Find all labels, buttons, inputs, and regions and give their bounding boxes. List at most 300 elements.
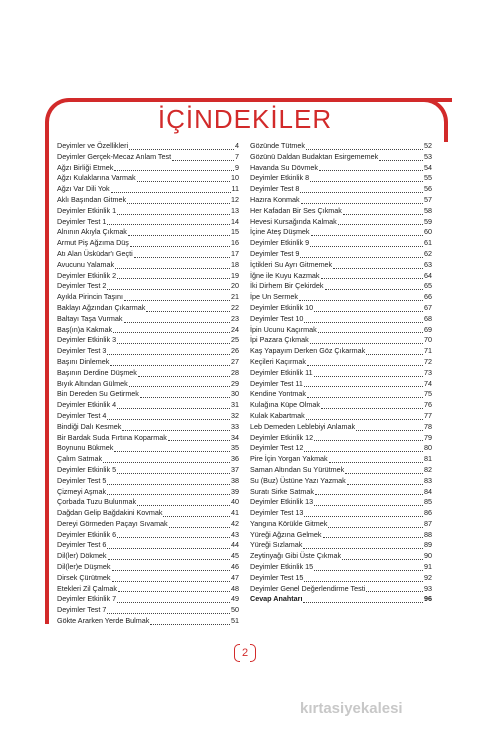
- toc-entry: [250, 217, 432, 228]
- toc-entry-page: 80: [424, 443, 432, 453]
- toc-leader-dots: [304, 316, 423, 323]
- toc-entry-title: Deyimler Test 11: [250, 378, 303, 388]
- toc-entry: [57, 206, 239, 217]
- toc-entry-title: Ağzı Kulaklarına Varmak: [57, 173, 136, 183]
- toc-entry: [250, 303, 432, 314]
- toc-entry-title: Suratı Sirke Satmak: [250, 486, 314, 496]
- toc-entry-title: Deyimler Etkinlik 11: [250, 367, 313, 377]
- toc-entry-page: 21: [231, 292, 239, 302]
- toc-leader-dots: [304, 380, 423, 387]
- toc-entry: [57, 152, 239, 163]
- toc-entry-title: Her Kafadan Bir Ses Çıkmak: [250, 205, 342, 215]
- toc-leader-dots: [107, 283, 230, 290]
- toc-leader-dots: [107, 218, 230, 225]
- toc-entry-page: 76: [424, 400, 432, 410]
- toc-leader-dots: [366, 585, 423, 592]
- toc-entry-page: 82: [424, 464, 432, 474]
- toc-entry-page: 43: [231, 529, 239, 539]
- toc-leader-dots: [310, 175, 423, 182]
- toc-leader-dots: [315, 488, 423, 495]
- toc-entry-page: 85: [424, 497, 432, 507]
- toc-leader-dots: [122, 424, 230, 431]
- toc-entry: [57, 195, 239, 206]
- toc-entry-title: Baltayı Taşa Vurmak: [57, 313, 123, 323]
- toc-entry-title: Bindiği Dalı Kesmek: [57, 421, 122, 431]
- toc-entry-title: Kulağına Küpe Olmak: [250, 400, 320, 410]
- toc-leader-dots: [107, 348, 230, 355]
- toc-entry: [250, 573, 432, 584]
- page-title: İÇİNDEKİLER: [157, 104, 333, 134]
- toc-entry-title: Başını Dinlemek: [57, 356, 110, 366]
- toc-entry: [57, 325, 239, 336]
- toc-leader-dots: [319, 164, 423, 171]
- toc-entry-page: 90: [424, 551, 432, 561]
- toc-entry-title: Yüreği Ağzına Gelmek: [250, 529, 322, 539]
- toc-leader-dots: [314, 434, 423, 441]
- toc-entry: [250, 206, 432, 217]
- toc-leader-dots: [379, 154, 423, 161]
- toc-entry-page: 9: [235, 162, 239, 172]
- toc-entry-title: Hazıra Konmak: [250, 194, 300, 204]
- toc-entry-page: 88: [424, 529, 432, 539]
- toc-entry-title: Deyimler Gerçek-Mecaz Anlam Test: [57, 151, 172, 161]
- toc-entry-title: Etekleri Zil Çalmak: [57, 583, 117, 593]
- toc-entry: [57, 217, 239, 228]
- toc-entry-title: Dağdan Gelip Bağdakini Kovmak: [57, 508, 163, 518]
- toc-entry-title: Bin Dereden Su Getirmek: [57, 389, 139, 399]
- toc-entry: [250, 411, 432, 422]
- toc-entry: [57, 584, 239, 595]
- toc-entry: [57, 227, 239, 238]
- toc-entry: [250, 184, 432, 195]
- toc-entry: [57, 476, 239, 487]
- toc-leader-dots: [307, 391, 423, 398]
- toc-entry-page: 65: [424, 281, 432, 291]
- toc-entry-title: Gözünde Tütmek: [250, 141, 306, 150]
- toc-entry-title: İçtikleri Su Ayrı Gitmemek: [250, 259, 333, 269]
- toc-entry: [250, 292, 432, 303]
- toc-entry-page: 49: [231, 594, 239, 604]
- toc-leader-dots: [138, 370, 230, 377]
- toc-entry: [57, 519, 239, 530]
- toc-entry: [250, 238, 432, 249]
- toc-entry-title: Deyimler Etkinlik 3: [57, 335, 117, 345]
- toc-entry-title: Dirsek Çürütmek: [57, 572, 111, 582]
- toc-entry: [250, 562, 432, 573]
- toc-entry-page: 74: [424, 378, 432, 388]
- toc-entry-title: Armut Piş Ağzıma Düş: [57, 238, 129, 248]
- toc-entry-title: Deyimler Etkinlik 2: [57, 270, 117, 280]
- toc-entry-page: 29: [231, 378, 239, 388]
- toc-entry-title: İpi Pazara Çıkmak: [250, 335, 309, 345]
- toc-entry-page: 40: [231, 497, 239, 507]
- toc-leader-dots: [117, 467, 230, 474]
- toc-entry-page: 10: [231, 173, 239, 183]
- toc-leader-dots: [318, 326, 423, 333]
- toc-entry-page: 28: [231, 367, 239, 377]
- toc-entry: [57, 508, 239, 519]
- toc-entry: [250, 271, 432, 282]
- toc-leader-dots: [114, 164, 234, 171]
- toc-entry-page: 22: [231, 302, 239, 312]
- toc-leader-dots: [310, 240, 423, 247]
- toc-entry-title: Avucunu Yalamak: [57, 259, 115, 269]
- toc-entry-title: Atı Alan Üsküdar'ı Geçti: [57, 248, 133, 258]
- toc-entry-title: Çorbada Tuzu Bulunmak: [57, 497, 137, 507]
- toc-leader-dots: [137, 499, 230, 506]
- toc-entry-title: Kaş Yapayım Derken Göz Çıkarmak: [250, 346, 366, 356]
- toc-leader-dots: [314, 370, 423, 377]
- toc-entry: [250, 325, 432, 336]
- toc-entry-title: Saman Altından Su Yürütmek: [250, 464, 345, 474]
- toc-entry-page: 41: [231, 508, 239, 518]
- toc-entry-page: 18: [231, 259, 239, 269]
- toc-entry-page: 81: [424, 454, 432, 464]
- toc-entry: [57, 389, 239, 400]
- toc-leader-dots: [301, 197, 423, 204]
- toc-entry-page: 14: [231, 216, 239, 226]
- toc-leader-dots: [328, 521, 423, 528]
- toc-entry-page: 64: [424, 270, 432, 280]
- toc-entry-page: 17: [231, 248, 239, 258]
- page-number-bracket-right: [250, 644, 256, 662]
- toc-entry-page: 53: [424, 151, 432, 161]
- toc-entry-title: Su (Buz) Üstüne Yazı Yazmak: [250, 475, 346, 485]
- toc-leader-dots: [117, 272, 230, 279]
- toc-entry-page: 72: [424, 356, 432, 366]
- toc-entry-title: Kendine Yontmak: [250, 389, 306, 399]
- toc-entry-page: 79: [424, 432, 432, 442]
- toc-entry-page: 69: [424, 324, 432, 334]
- toc-entry-page: 63: [424, 259, 432, 269]
- toc-leader-dots: [321, 402, 423, 409]
- toc-entry: [57, 443, 239, 454]
- toc-entry: [250, 335, 432, 346]
- toc-leader-dots: [107, 413, 230, 420]
- toc-entry: [57, 281, 239, 292]
- toc-leader-dots: [366, 348, 423, 355]
- toc-entry-title: Deyimler Test 1: [57, 216, 107, 226]
- toc-leader-dots: [107, 488, 230, 495]
- toc-entry-page: 51: [231, 616, 239, 626]
- toc-entry-title: Deyimler Etkinlik 7: [57, 594, 117, 604]
- toc-entry-page: 66: [424, 292, 432, 302]
- toc-entry: [250, 540, 432, 551]
- toc-leader-dots: [345, 467, 423, 474]
- toc-leader-dots: [117, 337, 230, 344]
- toc-entry-title: Havanda Su Dövmek: [250, 162, 318, 172]
- toc-entry-page: 55: [424, 173, 432, 183]
- toc-leader-dots: [338, 218, 423, 225]
- toc-leader-dots: [117, 402, 230, 409]
- toc-leader-dots: [343, 208, 423, 215]
- toc-entry-page: 62: [424, 248, 432, 258]
- toc-entry-page: 12: [231, 194, 239, 204]
- toc-entry-title: Deyimler Etkinlik 1: [57, 205, 117, 215]
- toc-entry: [57, 303, 239, 314]
- toc-entry-title: Keçileri Kaçırmak: [250, 356, 306, 366]
- toc-entry-page: 91: [424, 562, 432, 572]
- toc-entry: [57, 573, 239, 584]
- toc-entry-title: Deyimler Test 8: [250, 184, 300, 194]
- toc-entry-title: Deyimler Etkinlik 12: [250, 432, 314, 442]
- toc-leader-dots: [304, 575, 423, 582]
- toc-entry: [57, 562, 239, 573]
- toc-leader-dots: [108, 553, 230, 560]
- toc-leader-dots: [303, 596, 423, 603]
- toc-entry-title: Kulak Kabartmak: [250, 410, 305, 420]
- toc-entry: [57, 346, 239, 357]
- toc-leader-dots: [117, 208, 230, 215]
- toc-entry-title: Dereyi Görmeden Paçayı Sıvamak: [57, 518, 168, 528]
- toc-entry-page: 60: [424, 227, 432, 237]
- toc-leader-dots: [140, 391, 230, 398]
- toc-entry-title: İpin Ucunu Kaçırmak: [250, 324, 317, 334]
- toc-entry-title: Deyimler Etkinlik 15: [250, 562, 314, 572]
- toc-entry-page: 50: [231, 605, 239, 615]
- toc-entry: [250, 281, 432, 292]
- toc-entry-page: 83: [424, 475, 432, 485]
- toc-entry-title: Deyimler ve Özellikleri: [57, 141, 129, 150]
- toc-entry-page: 45: [231, 551, 239, 561]
- page-number-bracket-left: [234, 644, 240, 662]
- toc-entry-title: Deyimler Test 4: [57, 410, 107, 420]
- toc-entry: [57, 497, 239, 508]
- watermark: kırtasiyekalesi: [300, 700, 403, 717]
- toc-leader-dots: [134, 251, 230, 258]
- toc-entry-page: 52: [424, 141, 432, 150]
- toc-leader-dots: [304, 445, 423, 452]
- toc-entry-title: Ayıkla Pirincin Taşını: [57, 292, 124, 302]
- toc-entry: [57, 540, 239, 551]
- toc-entry-title: Deyimler Etkinlik 5: [57, 464, 117, 474]
- toc-entry-title: Deyimler Test 15: [250, 572, 304, 582]
- toc-leader-dots: [117, 531, 230, 538]
- toc-entry-title: Çizmeyi Aşmak: [57, 486, 107, 496]
- toc-entry-page: 57: [424, 194, 432, 204]
- toc-entry-title: Deyimler Test 5: [57, 475, 107, 485]
- toc-entry: [57, 422, 239, 433]
- toc-entry-page: 35: [231, 443, 239, 453]
- toc-entry-title: İki Dirhem Bir Çekirdek: [250, 281, 324, 291]
- page-number-value: 2: [241, 647, 249, 659]
- toc-entry: [250, 141, 432, 152]
- toc-leader-dots: [127, 197, 230, 204]
- toc-entry-page: 48: [231, 583, 239, 593]
- toc-entry-title: Deyimler Etkinlik 10: [250, 302, 314, 312]
- toc-leader-dots: [172, 154, 234, 161]
- toc-entry-page: 92: [424, 572, 432, 582]
- toc-entry-title: Deyimler Etkinlik 8: [250, 173, 310, 183]
- toc-entry-title: Yüreği Sızlamak: [250, 540, 303, 550]
- toc-entry: [250, 368, 432, 379]
- toc-leader-dots: [168, 434, 230, 441]
- toc-entry: [250, 433, 432, 444]
- toc-entry: [57, 454, 239, 465]
- toc-entry: [250, 476, 432, 487]
- toc-leader-dots: [303, 542, 423, 549]
- toc-leader-dots: [321, 272, 423, 279]
- toc-entry-page: 24: [231, 324, 239, 334]
- toc-entry: [57, 616, 239, 627]
- toc-entry-page: 16: [231, 238, 239, 248]
- toc-entry-title: Bir Bardak Suda Fırtına Koparmak: [57, 432, 167, 442]
- toc-entry: [250, 249, 432, 260]
- toc-entry-title: Alnının Akıyla Çıkmak: [57, 227, 127, 237]
- toc-entry-page: 73: [424, 367, 432, 377]
- toc-entry: [250, 487, 432, 498]
- toc-entry-page: 61: [424, 238, 432, 248]
- toc-entry: [250, 422, 432, 433]
- toc-entry-page: 58: [424, 205, 432, 215]
- toc-right-column: [250, 141, 432, 605]
- toc-entry-page: 38: [231, 475, 239, 485]
- toc-entry-page: 42: [231, 518, 239, 528]
- toc-leader-dots: [113, 326, 230, 333]
- toc-entry-title: Başının Derdine Düşmek: [57, 367, 137, 377]
- toc-leader-dots: [310, 337, 423, 344]
- toc-entry: [250, 379, 432, 390]
- toc-entry-title: İğne ile Kuyu Kazmak: [250, 270, 320, 280]
- toc-leader-dots: [307, 359, 423, 366]
- toc-entry-page: 89: [424, 540, 432, 550]
- toc-entry: [57, 249, 239, 260]
- toc-leader-dots: [112, 564, 230, 571]
- toc-leader-dots: [129, 380, 230, 387]
- toc-entry-page: 68: [424, 313, 432, 323]
- toc-entry-page: 26: [231, 346, 239, 356]
- toc-entry-page: 93: [424, 583, 432, 593]
- toc-entry-title: Dil(ler)e Düşmek: [57, 562, 111, 572]
- toc-entry-page: 15: [231, 227, 239, 237]
- toc-entry: [57, 530, 239, 541]
- toc-entry: [250, 195, 432, 206]
- toc-leader-dots: [112, 575, 230, 582]
- toc-entry: [250, 357, 432, 368]
- toc-entry-title: Deyimler Test 10: [250, 313, 304, 323]
- toc-leader-dots: [300, 186, 423, 193]
- toc-entry: [57, 433, 239, 444]
- toc-entry-page: 23: [231, 313, 239, 323]
- toc-entry-title: Deyimler Test 6: [57, 540, 107, 550]
- toc-entry-page: 71: [424, 346, 432, 356]
- toc-leader-dots: [124, 294, 230, 301]
- toc-entry-page: 67: [424, 302, 432, 312]
- toc-entry-title: İçine Ateş Düşmek: [250, 227, 310, 237]
- toc-entry: [250, 389, 432, 400]
- toc-entry: [250, 163, 432, 174]
- toc-entry: [250, 173, 432, 184]
- toc-entry: [250, 519, 432, 530]
- toc-entry-title: Gökte Ararken Yerde Bulmak: [57, 616, 150, 626]
- toc-entry-title: Leb Demeden Leblebiyi Anlamak: [250, 421, 356, 431]
- toc-entry: [57, 411, 239, 422]
- toc-leader-dots: [314, 305, 423, 312]
- toc-entry: [250, 400, 432, 411]
- toc-leader-dots: [163, 510, 230, 517]
- toc-entry-page: 13: [231, 205, 239, 215]
- toc-entry: [250, 152, 432, 163]
- toc-entry: [250, 465, 432, 476]
- toc-entry-page: 86: [424, 508, 432, 518]
- toc-leader-dots: [169, 521, 230, 528]
- toc-entry-title: Hevesi Kursağında Kalmak: [250, 216, 337, 226]
- toc-entry: [57, 163, 239, 174]
- toc-leader-dots: [129, 143, 234, 150]
- toc-entry-page: 46: [231, 562, 239, 572]
- toc-leader-dots: [111, 186, 231, 193]
- toc-entry: [57, 605, 239, 616]
- toc-entry: [57, 357, 239, 368]
- toc-entry-title: Deyimler Test 2: [57, 281, 107, 291]
- toc-entry: [250, 551, 432, 562]
- toc-entry-page: 84: [424, 486, 432, 496]
- toc-leader-dots: [323, 531, 423, 538]
- page-number: [234, 644, 256, 662]
- toc-leader-dots: [325, 283, 424, 290]
- toc-entry-page: 36: [231, 454, 239, 464]
- toc-leader-dots: [117, 596, 230, 603]
- toc-leader-dots: [329, 456, 423, 463]
- toc-entry-page: 30: [231, 389, 239, 399]
- toc-entry-page: 19: [231, 270, 239, 280]
- toc-entry-title: Deyimler Etkinlik 4: [57, 400, 117, 410]
- toc-leader-dots: [150, 618, 230, 625]
- toc-entry-title: Çalım Satmak: [57, 454, 103, 464]
- toc-entry: [57, 487, 239, 498]
- toc-leader-dots: [107, 542, 230, 549]
- toc-leader-dots: [306, 413, 423, 420]
- toc-entry-title: Deyimler Etkinlik 13: [250, 497, 314, 507]
- toc-entry: [250, 594, 432, 605]
- toc-leader-dots: [300, 251, 423, 258]
- toc-entry-page: 96: [424, 594, 432, 604]
- toc-entry-page: 4: [235, 141, 239, 150]
- toc-entry: [57, 594, 239, 605]
- toc-entry-title: İpe Un Sermek: [250, 292, 298, 302]
- toc-entry-title: Deyimler Genel Değerlendirme Testi: [250, 583, 366, 593]
- toc-entry: [57, 368, 239, 379]
- toc-leader-dots: [299, 294, 423, 301]
- toc-entry: [57, 379, 239, 390]
- toc-entry: [57, 238, 239, 249]
- toc-leader-dots: [130, 240, 230, 247]
- toc-entry-page: 56: [424, 184, 432, 194]
- toc-leader-dots: [103, 456, 230, 463]
- toc-entry: [57, 400, 239, 411]
- toc-leader-dots: [115, 262, 230, 269]
- toc-leader-dots: [342, 553, 423, 560]
- toc-leader-dots: [311, 229, 423, 236]
- toc-entry: [57, 271, 239, 282]
- toc-leader-dots: [110, 359, 230, 366]
- toc-leader-dots: [333, 262, 423, 269]
- toc-entry-title: Baklayı Ağzından Çıkarmak: [57, 302, 146, 312]
- toc-entry-title: Zeytinyağı Gibi Üste Çıkmak: [250, 551, 342, 561]
- toc-entry: [250, 454, 432, 465]
- toc-entry: [57, 173, 239, 184]
- toc-entry-page: 75: [424, 389, 432, 399]
- toc-entry: [250, 443, 432, 454]
- toc-entry: [250, 530, 432, 541]
- toc-entry-title: Deyimler Test 12: [250, 443, 304, 453]
- toc-entry: [250, 584, 432, 595]
- toc-entry: [57, 335, 239, 346]
- toc-entry: [57, 260, 239, 271]
- toc-entry-title: Aklı Başından Gitmek: [57, 194, 127, 204]
- toc-leader-dots: [128, 229, 230, 236]
- toc-entry-title: Boynunu Bükmek: [57, 443, 114, 453]
